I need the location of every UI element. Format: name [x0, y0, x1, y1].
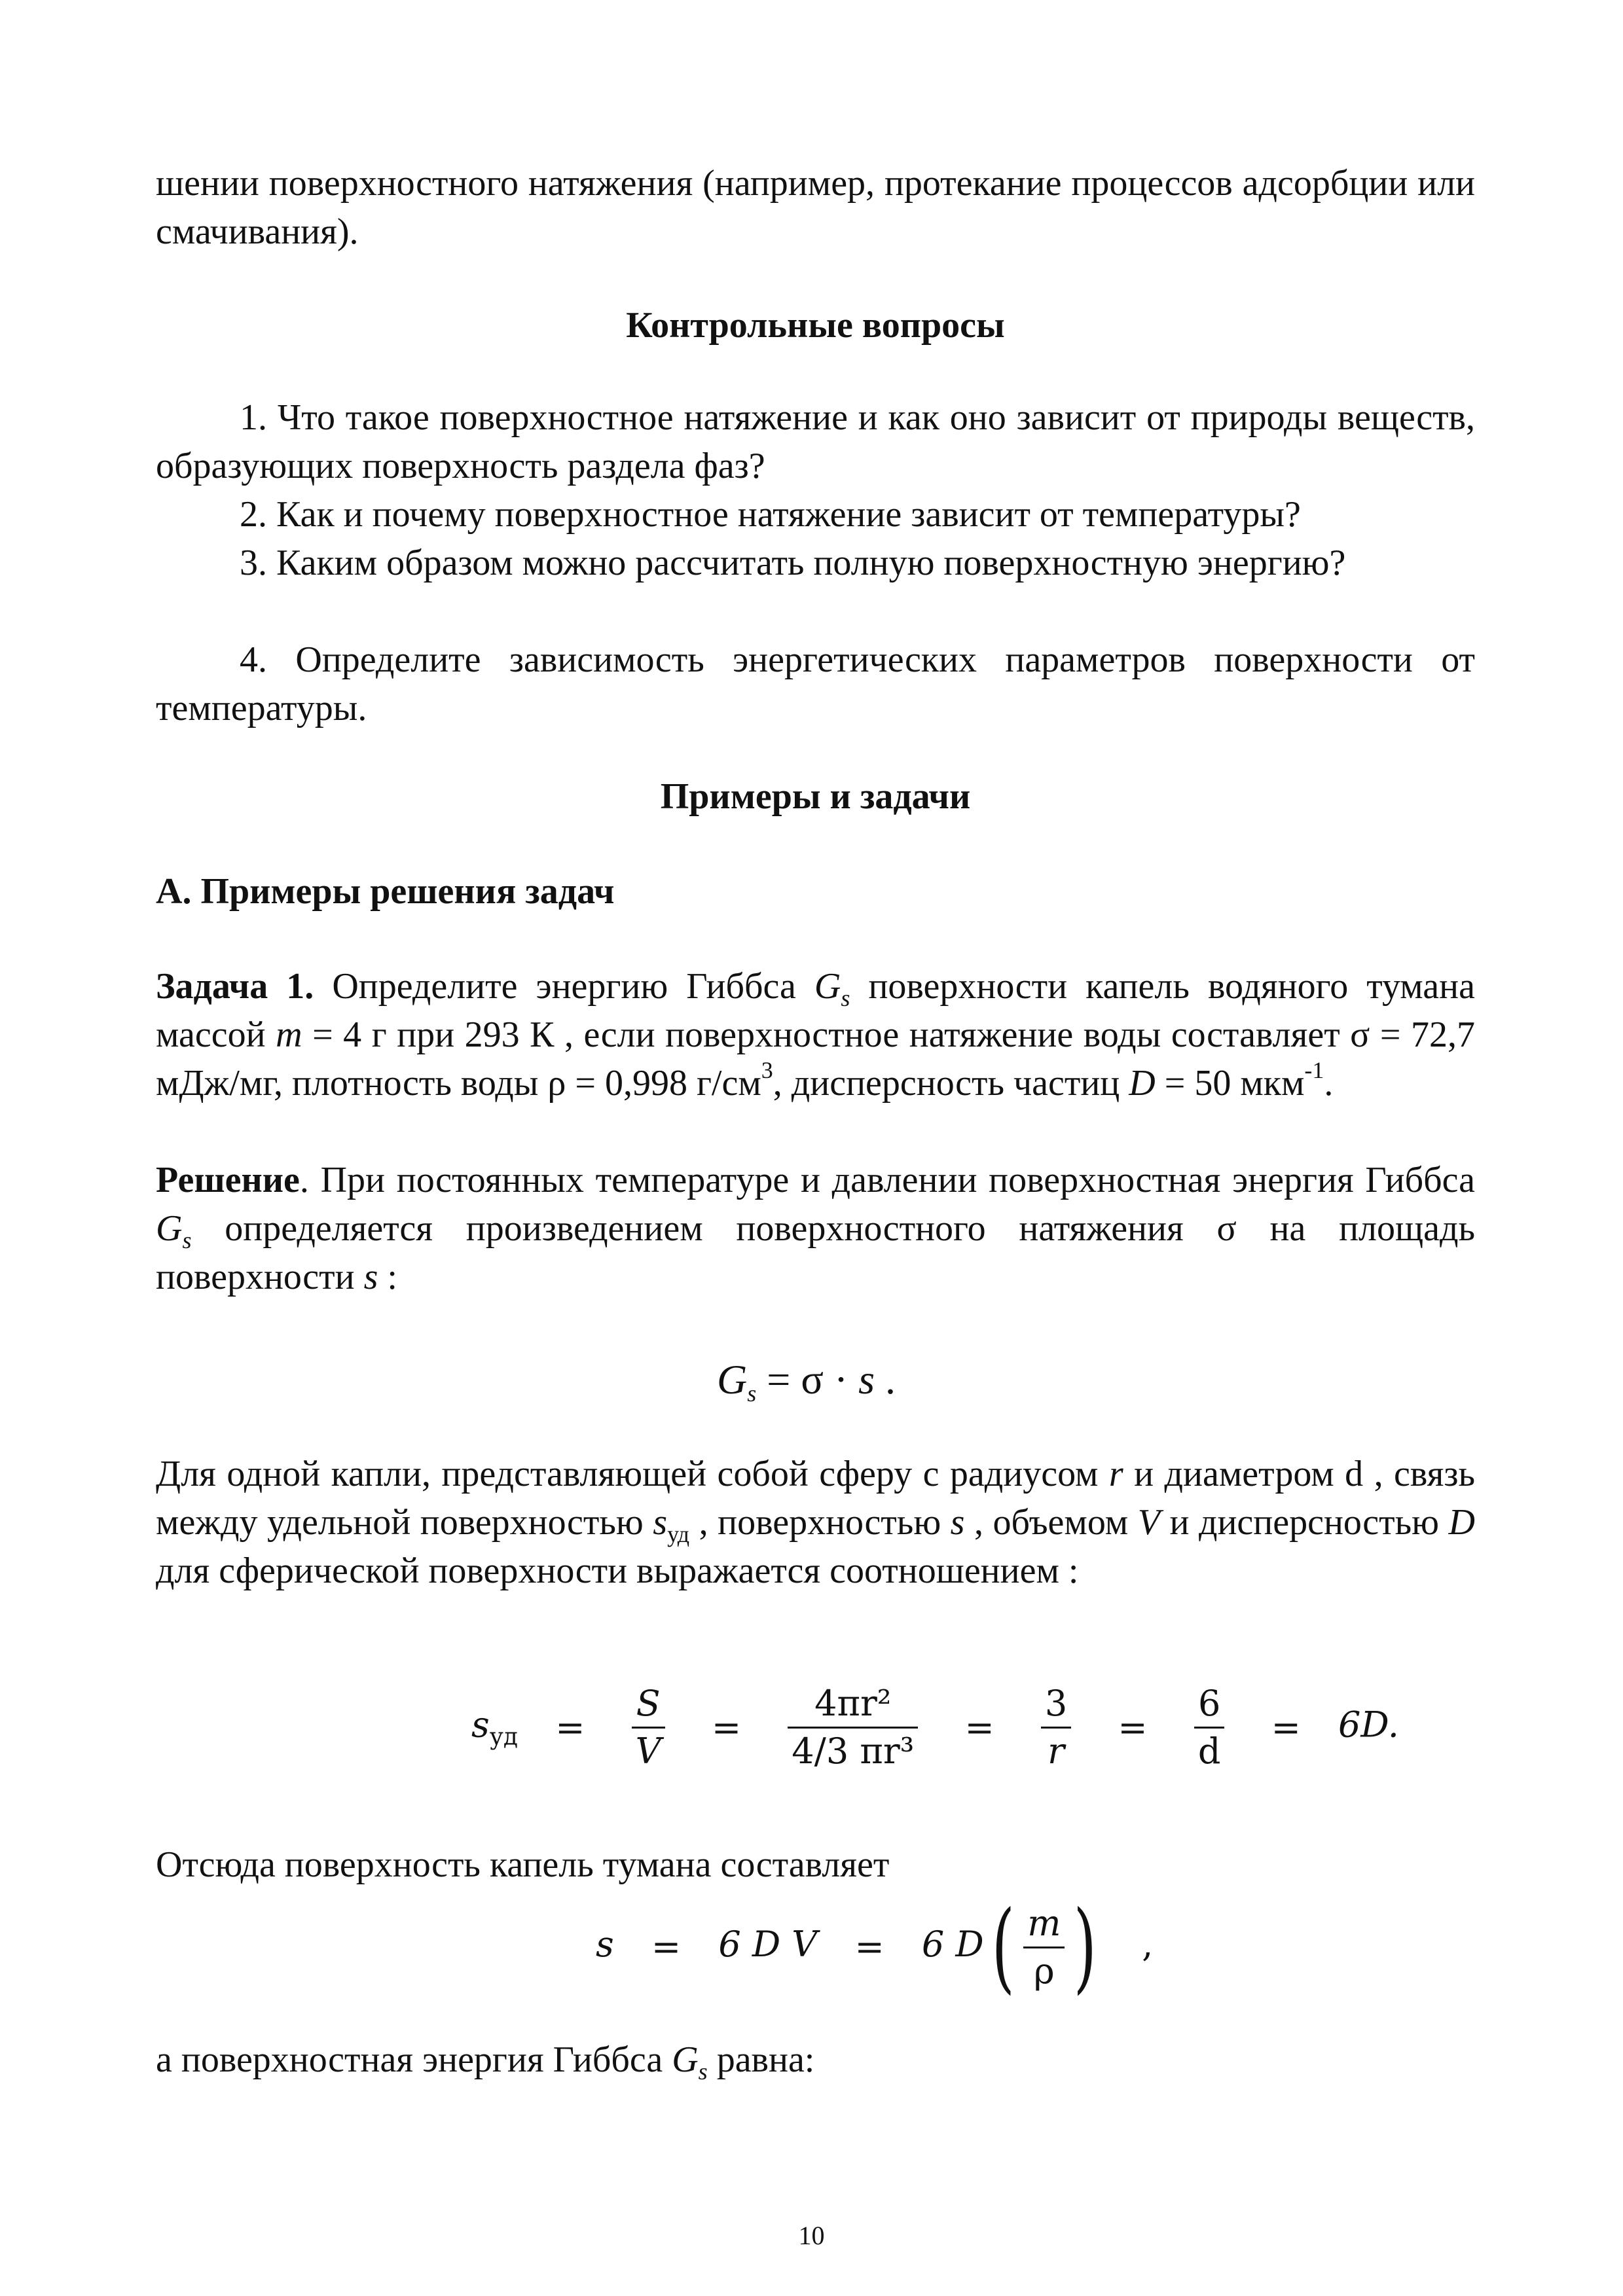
paragraph-fog-surface: Отсюда поверхность капель тумана составляет	[156, 1844, 890, 1885]
task-1-label: Задача 1.	[156, 966, 314, 1007]
equation-gibbs: $G_s = \sigma \cdot s$ .	[717, 1356, 896, 1407]
solution: Решение. При постоянных температуре и давлении поверхностная энергия Гиббса $G_s$ определяется произведением поверхностного натяжения σ на площадь поверхности s :	[156, 1160, 1475, 1297]
question-2: 2. Как и почему поверхностное натяжение зависит от температуры?	[240, 494, 1301, 535]
task-1: Задача 1. Определите энергию Гиббса $G_s$ поверхности капель водяного тумана массой m = 4 г при 293 К , если поверхностное натяжение воды составляет σ = 72,7 мДж/мг, плотность воды ρ = 0,998 $г/см^3$, дисперсность частиц D = 50 мкм$^{-1}$.	[156, 966, 1475, 1103]
equation-specific-surface: $s_{уд}$ = $\frac{S}{V}$ = $\frac{\text{4πr²}}{\text{4/3 πr³}}$ = $\frac{3}{r}$ = $\frac{6}{d}$ = 6D.	[471, 1683, 1399, 1772]
question-3: 3. Каким образом можно рассчитать полную поверхностную энергию?	[240, 543, 1346, 583]
question-1: 1. Что такое поверхностное натяжение и как оно зависит от природы веществ, образующих поверхность раздела фаз?	[156, 397, 1475, 486]
fraction-3-over-r: $\frac{3}{r}$	[1041, 1683, 1071, 1772]
solution-label: Решение	[156, 1160, 300, 1200]
examples-heading: Примеры и задачи	[660, 776, 971, 817]
fraction-6-over-d: $\frac{6}{d}$	[1194, 1683, 1225, 1772]
control-questions-heading: Контрольные вопросы	[626, 305, 1005, 346]
page-number: 10	[798, 2221, 825, 2250]
fraction-s-over-v: $\frac{S}{V}$	[632, 1683, 665, 1772]
top-paragraph	[156, 159, 1475, 256]
fraction-area-over-volume: $\frac{\text{4πr²}}{\text{4/3 πr³}}$	[788, 1683, 918, 1772]
paragraph-sphere: Для одной капли, представляющей собой сферу с радиусом r и диаметром d , связь между удельной поверхностью $s_{уд}$ , поверхностью s , объемом V и дисперсностью D для сферической поверхности выражается соотношением :	[156, 1454, 1475, 1591]
top-paragraph-text: шении поверхностного натяжения (например, протекание процессов адсорбции или смачивания).	[156, 163, 1475, 252]
fraction-m-over-rho: $\frac{m}{\rho}$	[1023, 1903, 1065, 1992]
question-4: 4. Определите зависимость энергетических параметров поверхности от температуры.	[156, 639, 1475, 728]
paragraph-gibbs-equals: а поверхностная энергия Гиббса $G_s$ равна:	[156, 2039, 815, 2085]
examples-subheading: А. Примеры решения задач	[156, 871, 615, 912]
equation-fog-surface: s = 6 D V = 6 D( $\frac{m}{\rho}$ ) ,	[596, 1890, 1154, 2004]
